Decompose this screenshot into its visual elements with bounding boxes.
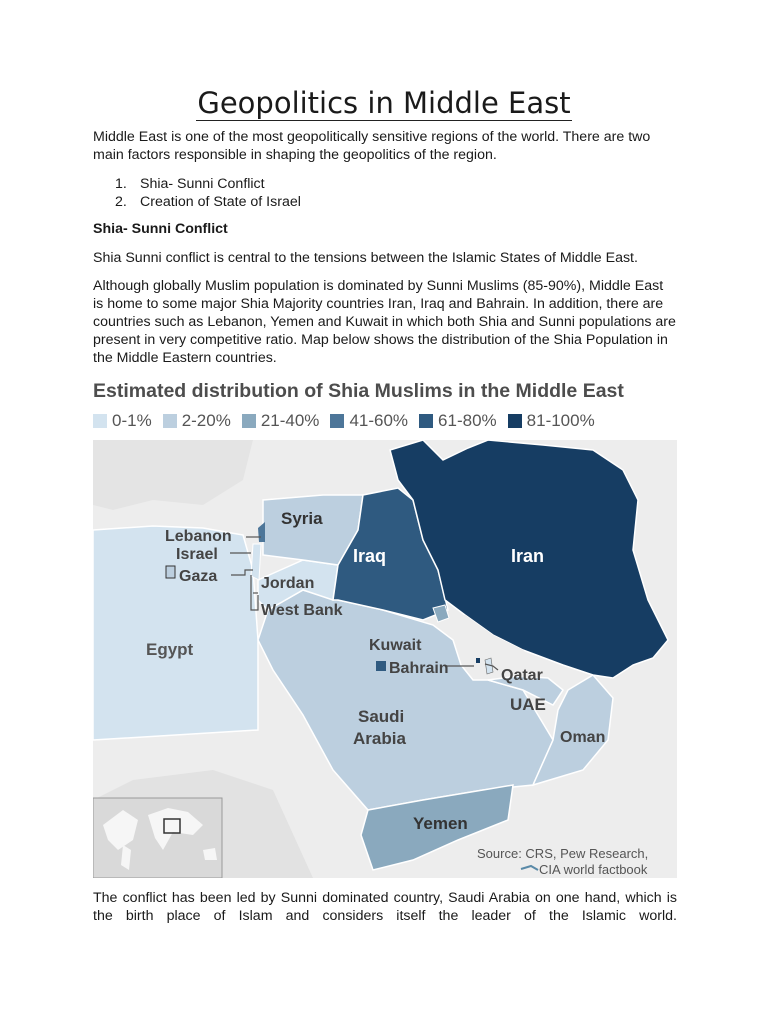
bahrain-region	[476, 658, 480, 663]
legend-swatch	[163, 414, 177, 428]
middle-east-map	[93, 440, 677, 878]
bahrain-label: Bahrain	[389, 660, 449, 677]
saudi-label-line1: Saudi	[358, 707, 405, 726]
kuwait-label: Kuwait	[369, 637, 422, 654]
map-legend	[93, 411, 606, 431]
israel-label: Israel	[176, 546, 218, 563]
document-title	[0, 86, 768, 120]
uae-label: UAE	[510, 695, 546, 714]
legend-swatch	[508, 414, 522, 428]
iran-label: Iran	[511, 546, 545, 566]
list-item: 2. Creation of State of Israel	[115, 194, 301, 210]
legend-item: 0-1%	[93, 411, 152, 431]
legend-item: 41-60%	[330, 411, 408, 431]
map-figure	[93, 380, 677, 880]
intro-paragraph: Middle East is one of the most geopolitically sensitive regions of the world. There are two main factors responsible in shaping the geopolitics of the region.	[93, 129, 651, 163]
saudi-label-line2: Arabia	[353, 729, 406, 748]
legend-item: 81-100%	[508, 411, 595, 431]
factors-list	[115, 175, 301, 211]
bahrain-marker	[376, 661, 386, 671]
west-bank-label: West Bank	[261, 602, 343, 619]
title-text: Geopolitics in Middle East	[197, 86, 571, 120]
legend-item: 21-40%	[242, 411, 320, 431]
paragraph-2: Although globally Muslim population is dominated by Sunni Muslims (85-90%), Middle East is home to some major Shia Majority countries Iran, Iraq and Bahrain. In addition, there are countries such as Lebanon, Yemen and Kuwait in which both Shia and Sunni populations are present in very competitive ratio. Map below shows the distribution of the Shia Population in the Middle Eastern countries.	[93, 278, 676, 366]
yemen-label: Yemen	[413, 814, 468, 833]
gaza-marker	[166, 566, 175, 578]
list-item: 1. Shia- Sunni Conflict	[115, 176, 265, 192]
egypt-label: Egypt	[146, 640, 194, 659]
israel-region	[251, 544, 261, 580]
section-heading: Shia- Sunni Conflict	[93, 221, 228, 237]
paragraph-3: The conflict has been led by Sunni dominated country, Saudi Arabia on one hand, which is the birth place of Islam and considers itself the leader of the Islamic world.	[93, 890, 677, 924]
legend-swatch	[242, 414, 256, 428]
oman-label: Oman	[560, 729, 606, 746]
legend-swatch	[419, 414, 433, 428]
qatar-label: Qatar	[501, 667, 543, 684]
paragraph-1: Shia Sunni conflict is central to the tensions between the Islamic States of Middle East.	[93, 250, 638, 266]
legend-swatch	[93, 414, 107, 428]
legend-item: 2-20%	[163, 411, 231, 431]
legend-swatch	[330, 414, 344, 428]
map-title: Estimated distribution of Shia Muslims in the Middle East	[93, 380, 624, 402]
lebanon-label: Lebanon	[165, 528, 232, 545]
iraq-label: Iraq	[353, 546, 387, 566]
jordan-label: Jordan	[261, 575, 315, 592]
source-line-2: CIA world factbook	[539, 862, 648, 877]
source-line-1: Source: CRS, Pew Research,	[477, 846, 649, 861]
inset-world-map	[93, 798, 222, 878]
legend-item: 61-80%	[419, 411, 497, 431]
syria-label: Syria	[281, 509, 323, 528]
gaza-label: Gaza	[179, 568, 218, 585]
